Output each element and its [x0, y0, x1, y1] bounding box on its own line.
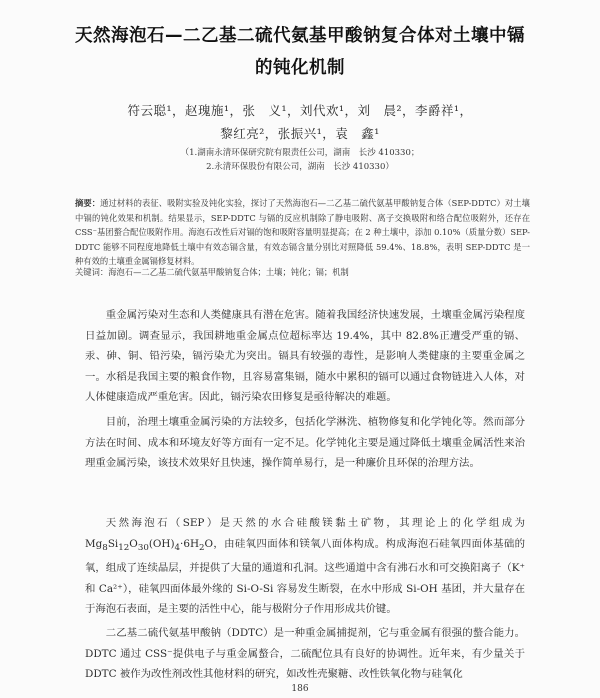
authors-line-2: 黎红亮²，张振兴¹，袁 鑫¹ [220, 126, 380, 141]
paragraph-fragment: Si [107, 537, 119, 550]
subscript: 12 [118, 542, 130, 553]
paragraph-text: 重金属污染对生态和人类健康具有潜在危害。随着我国经济快速发展，土壤重金属污染程度日益加剧。调查显示，我国耕地重金属点位超标率达 19.4%，其中 82.8%正遭受严重的镉、汞、砷、铜、铅污染，镉污染尤为突出。镉具有较强的毒性，是影响人类健康的主要重金属之一。水稻是我国主要的粮食作物，且容易富集镉，随水中累积的镉可以通过食物链进入人体，对人体健康造成严重危害。因此，镉污染农田修复是亟待解决的难题。 [85, 309, 525, 403]
authors-line-1: 符云聪¹，赵瑰施¹，张 义¹，刘代欢¹，刘 晨²，李爵祥¹， [127, 103, 473, 118]
subscript: 8 [102, 542, 108, 553]
paragraph-text [85, 513, 525, 620]
affiliation-1: （1.湖南永清环保研究院有限责任公司，湖南 长沙 410330； [180, 148, 420, 158]
affiliation-2: 2.永清环保股份有限公司，湖南 长沙 410330） [206, 162, 394, 172]
keywords [75, 266, 530, 279]
paper-title-line-1: 天然海泡石—二乙基二硫代氨基甲酸钠复合体对土壤中镉 [75, 26, 525, 46]
abstract-label: 摘要： [75, 198, 101, 208]
paragraph-fragment: ·6H [180, 537, 200, 550]
subscript: 4 [174, 542, 181, 553]
body-paragraph-1 [85, 305, 525, 408]
paragraph-fragment: O [129, 537, 138, 550]
paragraph-fragment: (OH) [148, 537, 175, 550]
page-number: 186 [291, 684, 309, 694]
paragraph-text: 二乙基二硫代氨基甲酸钠（DDTC）是一种重金属捕捉剂，它与重金属有很强的螯合能力。DDTC 通过 CSS⁻提供电子与重金属螯合，二硫配位具有良好的协调性。近年来，有少量关于 DDTC 被作为改性剂改性其他材料的研究，如改性壳聚糖、改性铁氧化物与硅氧化 [85, 627, 525, 680]
abstract [75, 196, 530, 269]
paragraph-fragment: O，由硅氧四面体和镁氧八面体构成。构成海泡石硅氧四面体基础的氧，组成了连续晶层，并提供了大量的通道和孔洞。这些通道中含有沸石水和可交换阳离子（K⁺和 Ca²⁺），硅氧四面体最外缘的 Si-O-Si 容易发生断裂，在水中形成 Si-OH 基团，并大量存在于海泡石表面，是主要的活性中心，能与极附分子作用形成共价键。 [85, 537, 525, 616]
keywords-label: 关键词： [75, 267, 109, 277]
subscript: 2 [199, 542, 205, 553]
abstract-text: 通过材料的表征、吸附实验及钝化实验，探讨了天然海泡石—二乙基二硫代氨基甲酸钠复合体（SEP-DDTC）对土壤中镉的钝化效果和机制。结果显示，SEP-DDTC 与镉的反应机制除了静电吸附、离子交换吸附和络合配位吸附外，还存在 CSS⁻基团螯合配位吸附作用。海泡石改性后对镉的饱和吸附容量明显提高；在 2 种土壤中，添加 0.10%（质量分数）SEP-DDTC 能够不同程度地降低土壤中有效态镉含量，有效态镉含量分别比对照降低 59.4%、18.8%，表明 SEP-DDTC 是一种有效的土壤重金属镉修复材料。 [75, 198, 530, 267]
body-paragraph-3 [85, 513, 525, 620]
paragraph-text: 目前，治理土壤重金属污染的方法较多，包括化学淋洗、植物修复和化学钝化等。然而部分方法在时间、成本和环境友好等方面有一定不足。化学钝化主要是通过降低土壤重金属活性来治理重金属污染，该技术效果好且快速，操作简单易行，是一种廉价且环保的治理方法。 [85, 416, 525, 469]
body-paragraph-2 [85, 412, 525, 474]
subscript: 30 [137, 542, 149, 553]
paragraph-fragment: 天然海泡石（SEP）是天然的水合硅酸镁黏土矿物，其理论上的化学组成为 Mg [85, 517, 525, 550]
body-paragraph-4 [85, 623, 525, 685]
paper-title-line-2: 的钝化机制 [255, 58, 345, 78]
keywords-text: 海泡石—二乙基二硫代氨基甲酸钠复合体；土壤；钝化；镉；机制 [108, 267, 349, 277]
